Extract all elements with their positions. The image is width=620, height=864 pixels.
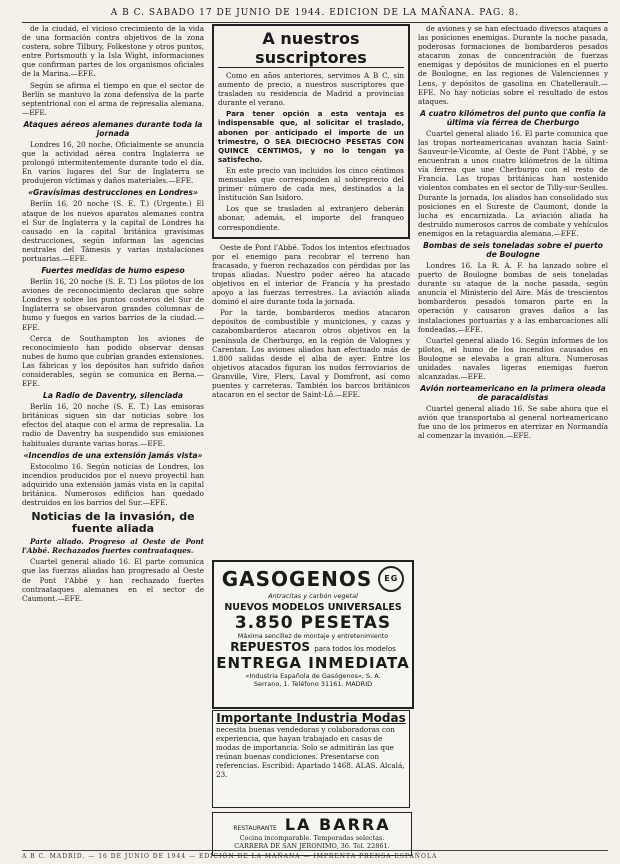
section-headline: Noticias de la invasión, de fuente aliada (31, 510, 195, 536)
eg-logo-icon: EG (378, 566, 404, 592)
ad-address: CARRERA DE SAN JERONIMO, 36. Tel. 22861. (234, 842, 390, 850)
ad-title: Importante Industria Modas (216, 711, 406, 725)
article-text: Según se afirma el tiempo en que el sector de Berlín se mantuvo la zona defensiva de la parte septentrional con el arma de represalia alemana.—EFE. (22, 80, 204, 117)
column-right (418, 24, 608, 854)
notice-text: En este precio van incluidos los cinco céntimos mensuales que corresponden al sobreprecio del primer número de cada mes, destinados a la Institución San Isidoro. (218, 165, 404, 203)
subscribers-notice (212, 24, 410, 239)
article-text: Berlín 16, 20 noche (S. E. T.) Las emisoras británicas siguen sin dar noticias sobre los efectos del ataque con el arma de represalia. La radio de Daventry ha suspendido sus emisiones habituales durante varias horas.—EFE. (22, 402, 204, 448)
article-lead: Parte aliado. Progreso al Oeste de Pont l'Abbé. Rechazados fuertes contraataques. (22, 537, 204, 556)
article-text: Cuartel general aliado 16. El parte comunica que las fuerzas aliadas han progresado al Oeste de Pont l'Abbé y han rechazado fuertes contraataques alemanes en el sector de Caumont.—EFE. (22, 557, 204, 603)
article-text: de la ciudad, el vicioso crecimiento de la vida de una formación contra objetivos de la zona costera, sobre Tilbury, Folkestone y otros puntos, entre Portsmouth y la Isla Wight, informaciones que confirman partes de los organismos oficiales de la Marina.—EFE. (22, 24, 204, 79)
notice-text: Como en años anteriores, servimos A B C, sin aumento de precio, a nuestros suscriptores que trasladen su residencia de Madrid a provincias durante el verano. (218, 71, 404, 108)
ad-models: NUEVOS MODELOS UNIVERSALES (224, 602, 402, 613)
gasogenos-advertisement (212, 560, 414, 709)
article-heading: «Gravísimas destrucciones en Londres» (28, 188, 198, 198)
ad-company: «Industria Española de Gasógenos», S. A. (245, 672, 381, 680)
ad-body: necesita buenas vendedoras y colaboradoras con experiencia, que hayan trabajado en casas de modas de importancia. Solo se admitirán las que reúnan buenas condiciones. Presentarse con referencias. Escribid: Apartado 1468. ALAS. Alcalá, 23. (216, 725, 405, 779)
article-heading: Avión norteamericano en la primera oleada de paracaidistas (420, 384, 606, 403)
ad-spares-suffix: para todos los modelos (314, 645, 396, 653)
ad-small-text: Máxima sencillez de montaje y entretenimiento (237, 633, 389, 640)
ad-delivery: ENTREGA INMEDIATA (216, 654, 410, 672)
column-left (22, 24, 204, 854)
article-text: Oeste de Pont l'Abbé. Todos los intentos efectuados por el enemigo para recobrar el terreno han fracasado, y fueron rechazados con pérdidas por las tropas aliadas. Nuestro poder aéreo ha atacado objetivos en el interior de Francia y ha prestado apoyo a las fuerzas terrestres. La aviación aliada dominó el aire durante toda la jornada. (212, 242, 410, 307)
article-text: Berlín 16, 20 noche (S. E. T.) Los pilotos de los aviones de reconocimiento declaran que sobre Londres y sobre los puntos costeros del Sur de Inglaterra se observaron grandes columnas de humo y fuegos en varios barrios de la ciudad.—EFE. (22, 277, 204, 332)
article-heading: Fuertes medidas de humo espeso (41, 266, 185, 276)
ad-body: Cocina incomparable. Temporadas selectas. (239, 834, 385, 842)
article-heading: A cuatro kilómetros del punto que confía la última vía férrea de Cherburgo (420, 108, 606, 127)
article-heading: Ataques aéreos alemanes durante toda la jornada (23, 119, 203, 138)
notice-text: Para tener opción a esta ventaja es indispensable que, al solicitar el traslado, abonen por anticipado el importe de un trimestre, O SEA DIECIOCHO PESETAS CON QUINCE CÉNTIMOS, y no lo tengan ya satisfecho. (218, 109, 404, 164)
ad-brand (214, 566, 412, 592)
article-text: Cerca de Southampton los aviones de reconocimiento han podido observar densas nubes de humo que cubrían grandes extensiones. Las fábricas y los depósitos han sufrido daños considerables, según se comunica en Berna.—EFE. (22, 333, 204, 389)
article-text: Londres 16, 20 noche. Oficialmente se anuncia que la actividad aérea contra Inglaterra se prolongó intermitentemente durante todo el día. En varios lugares del Sur de Inglaterra se produjeron víctimas y daños materiales.—EFE. (22, 139, 204, 186)
ad-price: 3.850 PESETAS (234, 613, 392, 633)
ad-subtitle: Antracitas y carbón vegetal (268, 592, 358, 600)
ad-brand-name: GASOGENOS (221, 567, 373, 591)
article-heading: La Radio de Daventry, silenciada (43, 391, 183, 401)
article-heading: «Incendios de una extensión jamás vista» (23, 450, 203, 460)
ad-spares (214, 640, 412, 654)
notice-text: Los que se trasladen al extranjero deberán abonar, además, el importe del franqueo correspondiente. (218, 204, 404, 232)
ad-label: RESTAURANTE (233, 825, 277, 832)
article-heading: Bombas de seis toneladas sobre el puerto de Boulogne (423, 240, 603, 259)
article-text: Por la tarde, bombarderos medios atacaron depósitos de combustible y municiones, y cazas y cazabombarderos atacaron otros objetivos en la península de Cherburgo, en la región de Valognes y Carentan. Los aviones aliados han efectuado más de 1.800 salidas desde el alba de ayer. Entre los objetivos atacados figuran los nudos ferroviarios de Granville, Vire, Flers, Laval y Domfront, así como puentes y carreteras. También los barcos británicos atacaron en el sector de Saint-Lô.—EFE. (212, 308, 410, 400)
article-text: Cuartel general aliado 16. El parte comunica que las tropas norteamericanas avanzan hacia Saint-Sauveur-le-Vicomte, al Oeste de Pont l'Abbé, y se encuentran a unos cuatro kilómetros de la última vía férrea que une Cherburgo con el resto de Francia. Las tropas británicas han sostenido violentos combates en el sector de Tilly-sur-Seulles. Durante la jornada, los aliados han consolidado sus posiciones en el Sureste de Caumont, donde la lucha es encarnizada. La aviación aliada ha destruido numerosos carros de combate y vehículos enemigos en la retaguardia alemana.—EFE. (418, 128, 608, 238)
article-text: Londres 16. La R. A. F. ha lanzado sobre el puerto de Boulogne bombas de seis toneladas durante su ataque de la noche pasada, según anuncia el Ministerio del Aire. Más de trescientos bombarderos pesados tomaron parte en la operación y causaron graves daños a las instalaciones portuarias y a las embarcaciones allí fondeadas.—EFE. (418, 260, 608, 334)
fashion-industry-advertisement (212, 710, 410, 808)
ad-spares-label: REPUESTOS (230, 640, 311, 654)
article-text: Berlín 16, 20 noche (S. E. T.) (Urgente.) El ataque de los nuevos aparatos alemanes contra el Sur de Inglaterra y la capital de Londres ha causado en la capital británica gravísimas destrucciones, según informan las agencias neutrales del Támesis y varias instalaciones portuarias.—EFE. (22, 199, 204, 263)
ad-address: Serrano, 1. Teléfono 31161. MADRID (253, 680, 373, 688)
article-text: Estocolmo 16. Según noticias de Londres, los incendios producidos por el nuevo proyectil han adquirido una extensión jamás vista en la capital británica. Numerosos edificios han quedado destruidos en los barrios del Sur.—EFE. (22, 461, 204, 508)
article-text: Cuartel general aliado 16. Según informes de los pilotos, el humo de los incendios causados en Boulogne se elevaba a gran altura. Numerosas unidades navales ligeras enemigas fueron alcanzadas.—EFE. (418, 335, 608, 382)
newspaper-page (22, 0, 608, 864)
subscribers-title: A nuestros suscriptores (218, 29, 404, 68)
page-footer: A B C. MADRID. — 16 DE JUNIO DE 1944 — EDICIÓN DE LA MAÑANA — IMPRENTA PRENSA ESPAÑOLA (22, 850, 608, 863)
restaurant-name: LA BARRA (284, 815, 391, 834)
article-text: Cuartel general aliado 16. Se sabe ahora que el avión que transportaba al general norteamericano fue uno de los primeros en aterrizar en Normandía al comenzar la invasión.—EFE. (418, 404, 608, 441)
article-text: de aviones y se han efectuado diversos ataques a las posiciones enemigas. Durante la noche pasada, poderosas formaciones de bombarderos pesados atacaron zonas de concentración de fuerzas enemigas y depósitos de municiones en el puerto de Boulogne, en las regiones de Valenciennes y Lens, y depósitos de gasolina en Chatellerault.—EFE. No hay noticias sobre el resultado de estos ataques. (418, 24, 608, 106)
page-header: A B C. SABADO 17 DE JUNIO DE 1944. EDICION DE LA MAÑANA. PAG. 8. (22, 4, 608, 23)
